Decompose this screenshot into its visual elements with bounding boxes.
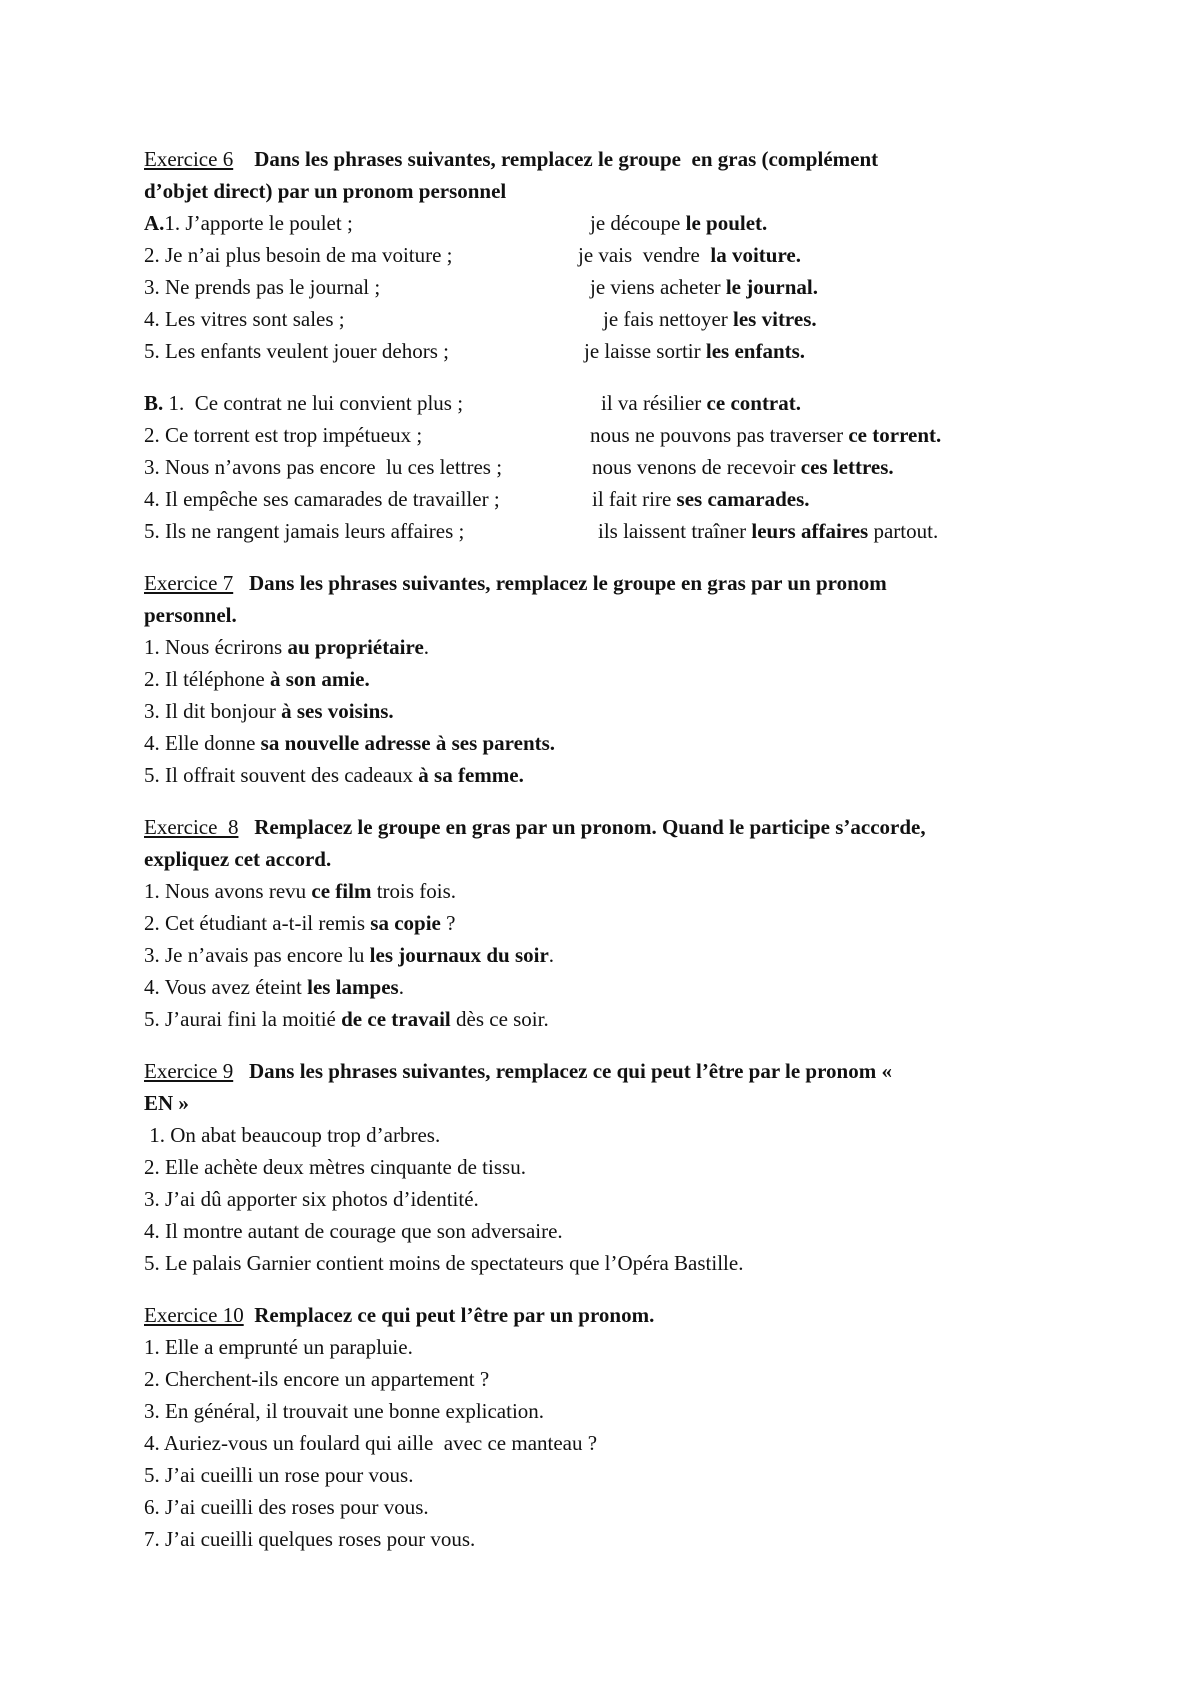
ex7-item-3	[144, 698, 394, 724]
ex9-heading: Exercice 9	[144, 1059, 234, 1083]
ex10-item-4: 4. Auriez-vous un foulard qui aille avec ce manteau ?	[144, 1431, 598, 1455]
ex10-item-7: 7. J’ai cueilli quelques roses pour vous.	[144, 1527, 476, 1551]
ex8-item-1-tail: trois fois.	[371, 879, 457, 903]
ex6-a-row-4-left: 4. Les vitres sont sales ;	[144, 307, 345, 331]
ex7-item-4-text: 4. Elle donne	[144, 731, 261, 755]
ex6-part-a-label: A.	[144, 211, 165, 235]
ex7-item-1-tail: .	[423, 635, 430, 659]
ex6-b-row-4-left: 4. Il empêche ses camarades de travailler ;	[144, 487, 500, 511]
ex8-item-2-bold: sa copie	[370, 911, 441, 935]
ex6-b-row-2-right	[590, 422, 941, 448]
ex7-item-5-text: 5. Il offrait souvent des cadeaux	[144, 763, 419, 787]
ex6-b-row-3-left: 3. Nous n’avons pas encore lu ces lettres ;	[144, 455, 503, 479]
ex8-item-5-bold: de ce travail	[341, 1007, 451, 1031]
ex6-a-row-4-bold: les vitres.	[733, 307, 817, 331]
ex7-item-4	[144, 730, 555, 756]
ex6-a-row-5-left: 5. Les enfants veulent jouer dehors ;	[144, 339, 449, 363]
ex6-b-row-4-right-text: il fait rire	[592, 487, 677, 511]
ex8-item-5-text: 5. J’aurai fini la moitié	[144, 1007, 342, 1031]
ex6-instruction-2: d’objet direct) par un pronom personnel	[144, 179, 507, 203]
ex9-title-line	[144, 1058, 892, 1084]
ex6-a-row-3-bold: le journal.	[725, 275, 819, 299]
ex8-item-4-text: 4. Vous avez éteint	[144, 975, 308, 999]
ex8-item-4-tail: .	[398, 975, 404, 999]
ex7-item-2-bold: à son amie.	[269, 667, 370, 691]
ex10-item-1: 1. Elle a emprunté un parapluie.	[144, 1335, 413, 1359]
ex6-a-row-3-right-text: je viens acheter	[590, 275, 726, 299]
ex6-b-row-5-tail: partout.	[868, 519, 939, 543]
ex6-heading: Exercice 6	[144, 147, 234, 171]
ex6-a-row-5-right	[584, 338, 805, 364]
ex9-instruction-1: Dans les phrases suivantes, remplacez ce qui peut l’être par le pronom «	[248, 1059, 892, 1083]
ex6-a-row-1-left	[144, 210, 353, 236]
ex6-a-row-3-right	[590, 274, 818, 300]
ex8-title-line	[144, 814, 926, 840]
ex6-a-row-2-right-text: je vais vendre	[578, 243, 711, 267]
ex8-item-3-text: 3. Je n’avais pas encore lu	[144, 943, 370, 967]
ex6-a-row-1-bold: le poulet.	[685, 211, 768, 235]
ex6-b-row-3-bold: ces lettres.	[800, 455, 894, 479]
ex6-a-row-2-right	[578, 242, 801, 268]
ex6-b-row-5-left: 5. Ils ne rangent jamais leurs affaires ;	[144, 519, 465, 543]
ex6-a-row-3-left: 3. Ne prends pas le journal ;	[144, 275, 381, 299]
ex6-b-row-5-right-text: ils laissent traîner	[598, 519, 752, 543]
ex8-item-3	[144, 942, 554, 968]
ex10-instruction-1: Remplacez ce qui peut l’être par un pronom.	[254, 1303, 655, 1327]
ex7-item-2-text: 2. Il téléphone	[144, 667, 270, 691]
ex6-b-row-3-right	[592, 454, 894, 480]
ex6-b-row-3-right-text: nous venons de recevoir	[592, 455, 801, 479]
ex6-b-row-1-right-text: il va résilier	[601, 391, 707, 415]
ex7-item-3-bold: à ses voisins.	[281, 699, 394, 723]
ex6-b-row-4-bold: ses camarades.	[676, 487, 810, 511]
ex7-item-5	[144, 762, 524, 788]
ex6-b-row-5-right	[598, 518, 938, 544]
ex8-item-1-text: 1. Nous avons revu	[144, 879, 312, 903]
ex6-a-row-2-bold: la voiture.	[710, 243, 801, 267]
ex8-item-1-bold: ce film	[311, 879, 372, 903]
ex8-heading: Exercice 8	[144, 815, 239, 839]
ex6-a-row-1-right-text: je découpe	[590, 211, 686, 235]
ex9-item-3: 3. J’ai dû apporter six photos d’identité.	[144, 1187, 479, 1211]
ex8-item-4	[144, 974, 404, 1000]
ex8-instruction-2: expliquez cet accord.	[144, 847, 332, 871]
ex8-item-5	[144, 1006, 549, 1032]
ex10-item-6: 6. J’ai cueilli des roses pour vous.	[144, 1495, 429, 1519]
ex10-heading: Exercice 10	[144, 1303, 244, 1327]
ex6-b-row-1-text: 1. Ce contrat ne lui convient plus ;	[163, 391, 464, 415]
ex9-item-5: 5. Le palais Garnier contient moins de spectateurs que l’Opéra Bastille.	[144, 1251, 744, 1275]
ex8-item-2-tail: ?	[440, 911, 456, 935]
ex8-item-1	[144, 878, 456, 904]
ex8-item-3-tail: .	[548, 943, 555, 967]
ex8-item-3-bold: les journaux du soir	[369, 943, 549, 967]
ex6-b-row-2-bold: ce torrent.	[848, 423, 942, 447]
ex9-item-1: 1. On abat beaucoup trop d’arbres.	[144, 1123, 441, 1147]
ex8-item-5-tail: dès ce soir.	[450, 1007, 549, 1031]
ex6-b-row-2-left: 2. Ce torrent est trop impétueux ;	[144, 423, 423, 447]
ex10-item-5: 5. J’ai cueilli un rose pour vous.	[144, 1463, 414, 1487]
ex6-b-row-5-bold: leurs affaires	[751, 519, 869, 543]
ex6-a-row-1-text: 1. J’apporte le poulet ;	[164, 211, 353, 235]
ex8-instruction-1: Remplacez le groupe en gras par un pronom. Quand le participe s’accorde,	[254, 815, 926, 839]
ex7-item-1	[144, 634, 429, 660]
ex8-item-2-text: 2. Cet étudiant a-t-il remis	[144, 911, 371, 935]
ex6-a-row-5-bold: les enfants.	[705, 339, 806, 363]
ex7-instruction-1: Dans les phrases suivantes, remplacez le groupe en gras par un pronom	[248, 571, 887, 595]
ex10-title-line	[144, 1302, 654, 1328]
ex6-a-row-4-right	[603, 306, 817, 332]
ex7-instruction-2: personnel.	[144, 603, 237, 627]
ex6-b-row-1-bold: ce contrat.	[706, 391, 801, 415]
ex10-item-2: 2. Cherchent-ils encore un appartement ?	[144, 1367, 490, 1391]
ex6-part-b-label: B.	[144, 391, 164, 415]
ex6-a-row-5-right-text: je laisse sortir	[584, 339, 706, 363]
ex10-item-3: 3. En général, il trouvait une bonne explication.	[144, 1399, 545, 1423]
ex7-item-1-text: 1. Nous écrirons	[144, 635, 288, 659]
ex9-item-2: 2. Elle achète deux mètres cinquante de tissu.	[144, 1155, 526, 1179]
ex6-instruction-1: Dans les phrases suivantes, remplacez le groupe en gras (complément	[254, 147, 879, 171]
ex7-item-2	[144, 666, 370, 692]
ex6-b-row-2-right-text: nous ne pouvons pas traverser	[590, 423, 849, 447]
ex7-item-3-text: 3. Il dit bonjour	[144, 699, 282, 723]
ex6-a-row-2-left: 2. Je n’ai plus besoin de ma voiture ;	[144, 243, 453, 267]
ex7-item-5-bold: à sa femme.	[418, 763, 524, 787]
ex9-instruction-2: EN »	[144, 1091, 189, 1115]
ex6-title-line	[144, 146, 878, 172]
ex7-item-1-bold: au propriétaire	[287, 635, 424, 659]
ex6-a-row-4-right-text: je fais nettoyer	[603, 307, 734, 331]
ex6-a-row-1-right	[590, 210, 767, 236]
ex9-item-4: 4. Il montre autant de courage que son adversaire.	[144, 1219, 563, 1243]
ex8-item-4-bold: les lampes	[307, 975, 399, 999]
ex7-title-line	[144, 570, 887, 596]
ex6-b-row-1-right	[601, 390, 801, 416]
ex6-b-row-4-right	[592, 486, 810, 512]
ex7-heading: Exercice 7	[144, 571, 234, 595]
ex7-item-4-bold: sa nouvelle adresse à ses parents.	[260, 731, 556, 755]
ex8-item-2	[144, 910, 455, 936]
ex6-b-row-1-left	[144, 390, 463, 416]
